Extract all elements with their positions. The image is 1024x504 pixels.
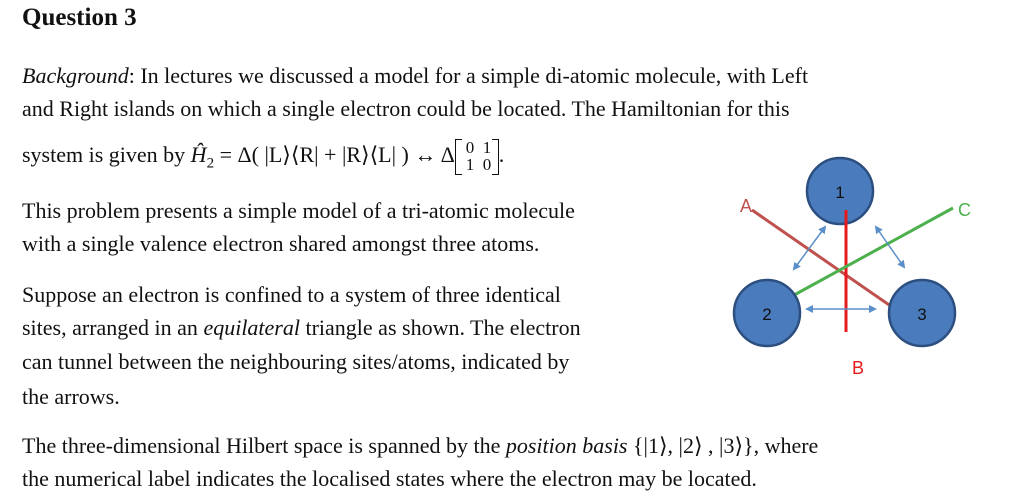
hamiltonian-subscript: 2 — [206, 155, 215, 172]
problem-line-2: with a single valence electron shared amongst three atoms. — [22, 231, 540, 256]
hamiltonian-expression: = Δ( |L⟩⟨R| + |R⟩⟨L| ) ↔ Δ — [214, 142, 455, 168]
position-basis-emphasis: position basis — [505, 433, 628, 458]
site-3 — [889, 280, 955, 346]
tunnel-arrow-1-2 — [794, 227, 825, 269]
hilbert-line-2: the numerical label indicates the localised states where the electron may be located. — [22, 466, 757, 491]
hilbert-line-1 — [22, 433, 818, 459]
site-2-label: 2 — [762, 305, 772, 324]
background-line-3 — [22, 139, 504, 176]
hamiltonian-matrix — [455, 139, 499, 175]
suppose-line-2 — [22, 315, 581, 341]
matrix-right-bracket — [492, 139, 499, 175]
background-line-3-end: . — [498, 142, 505, 168]
hilbert-line-1-a: The three-dimensional Hilbert space is spanned by the — [22, 433, 506, 458]
suppose-line-2-a: sites, arranged in an — [22, 315, 204, 340]
background-line-1 — [22, 63, 808, 89]
problem-line-1: This problem presents a simple model of a tri-atomic molecule — [22, 198, 575, 223]
axis-label-c: C — [958, 200, 971, 220]
matrix-cell-11: 0 — [482, 155, 492, 174]
suppose-line-2-b: triangle as shown. The electron — [299, 315, 581, 340]
site-1-label: 1 — [835, 183, 845, 202]
question-heading: Question 3 — [22, 4, 137, 31]
site-2 — [734, 280, 800, 346]
background-label: Background — [22, 63, 129, 88]
matrix-cell-00: 0 — [465, 138, 475, 157]
matrix-cell-01: 1 — [482, 138, 492, 157]
suppose-line-3: can tunnel between the neighbouring sites/atoms, indicated by — [22, 349, 570, 374]
matrix-cell-10: 1 — [465, 155, 475, 174]
matrix-left-bracket — [455, 139, 462, 175]
hamiltonian-symbol: Ĥ — [190, 142, 207, 168]
axis-label-a: A — [740, 196, 753, 216]
suppose-line-4: the arrows. — [22, 384, 120, 409]
suppose-line-1: Suppose an electron is confined to a system of three identical — [22, 282, 561, 307]
equilateral-emphasis: equilateral — [203, 315, 300, 340]
hilbert-line-1-b: {|1⟩, |2⟩ , |3⟩}, where — [627, 433, 819, 458]
site-1 — [807, 158, 873, 224]
site-3-label: 3 — [917, 305, 927, 324]
background-line-1-text: : In lectures we discussed a model for a simple di-atomic molecule, with Left — [128, 63, 809, 88]
background-line-3-prefix: system is given by — [22, 142, 191, 168]
background-line-2: and Right islands on which a single electron could be located. The Hamiltonian for this — [22, 96, 790, 121]
tri-atomic-diagram — [700, 140, 1000, 385]
axis-label-b: B — [852, 358, 865, 378]
